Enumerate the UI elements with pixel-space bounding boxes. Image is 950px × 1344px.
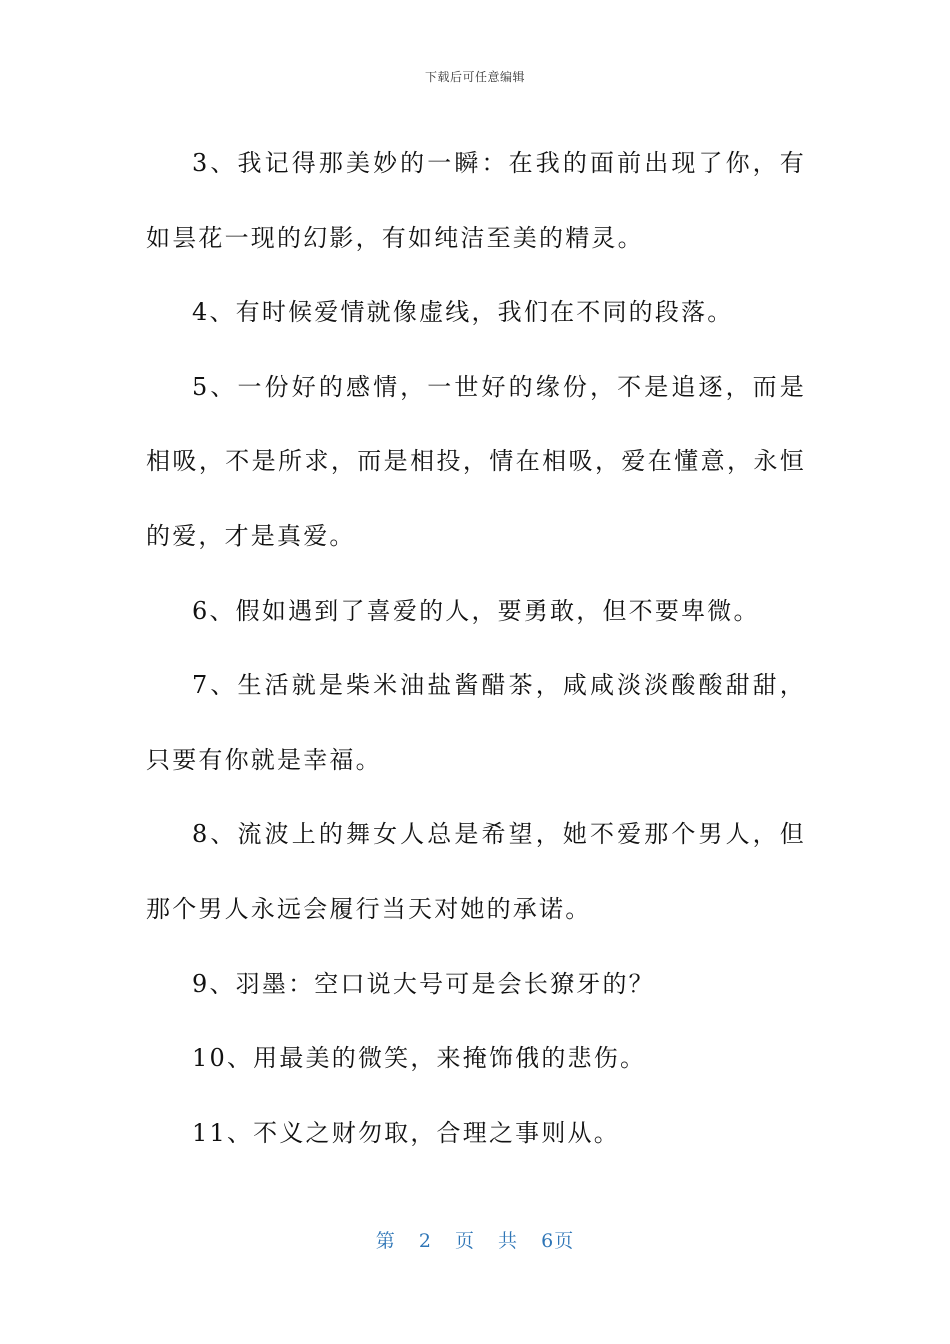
paragraph-11: 11、不义之财勿取，合理之事则从。: [192, 1118, 620, 1147]
paragraph-7: 7、生活就是柴米油盐酱醋茶，咸咸淡淡酸酸甜甜，只要有你就是幸福。: [146, 671, 806, 774]
page-header: 下载后可任意编辑: [424, 70, 525, 84]
footer-total-prefix: 共: [498, 1230, 519, 1252]
footer-total-pages: 6页: [541, 1230, 575, 1252]
paragraph-9: 9、羽墨：空口说大号可是会长獠牙的？: [192, 969, 655, 998]
paragraph-8: 8、流波上的舞女人总是希望，她不爱那个男人，但那个男人永远会履行当天对她的承诺。: [146, 820, 806, 923]
page-footer: [0, 1226, 950, 1253]
paragraph-3: 3、我记得那美妙的一瞬：在我的面前出现了你，有如昙花一现的幻影，有如纯洁至美的精灵。: [146, 149, 806, 252]
footer-page-word: 页: [454, 1230, 475, 1252]
paragraph-5: 5、一份好的感情，一世好的缘份，不是追逐，而是相吸，不是所求，而是相投，情在相吸，爱在懂意，永恒的爱，才是真爱。: [146, 372, 806, 550]
paragraph-10: 10、用最美的微笑，来掩饰俄的悲伤。: [192, 1044, 647, 1073]
paragraph-6: 6、假如遇到了喜爱的人，要勇敢，但不要卑微。: [192, 596, 760, 625]
footer-prefix: 第: [375, 1230, 396, 1252]
footer-current-page: 2: [418, 1230, 432, 1252]
document-body: [146, 126, 806, 1170]
paragraph-4: 4、有时候爱情就像虚线，我们在不同的段落。: [192, 298, 734, 327]
